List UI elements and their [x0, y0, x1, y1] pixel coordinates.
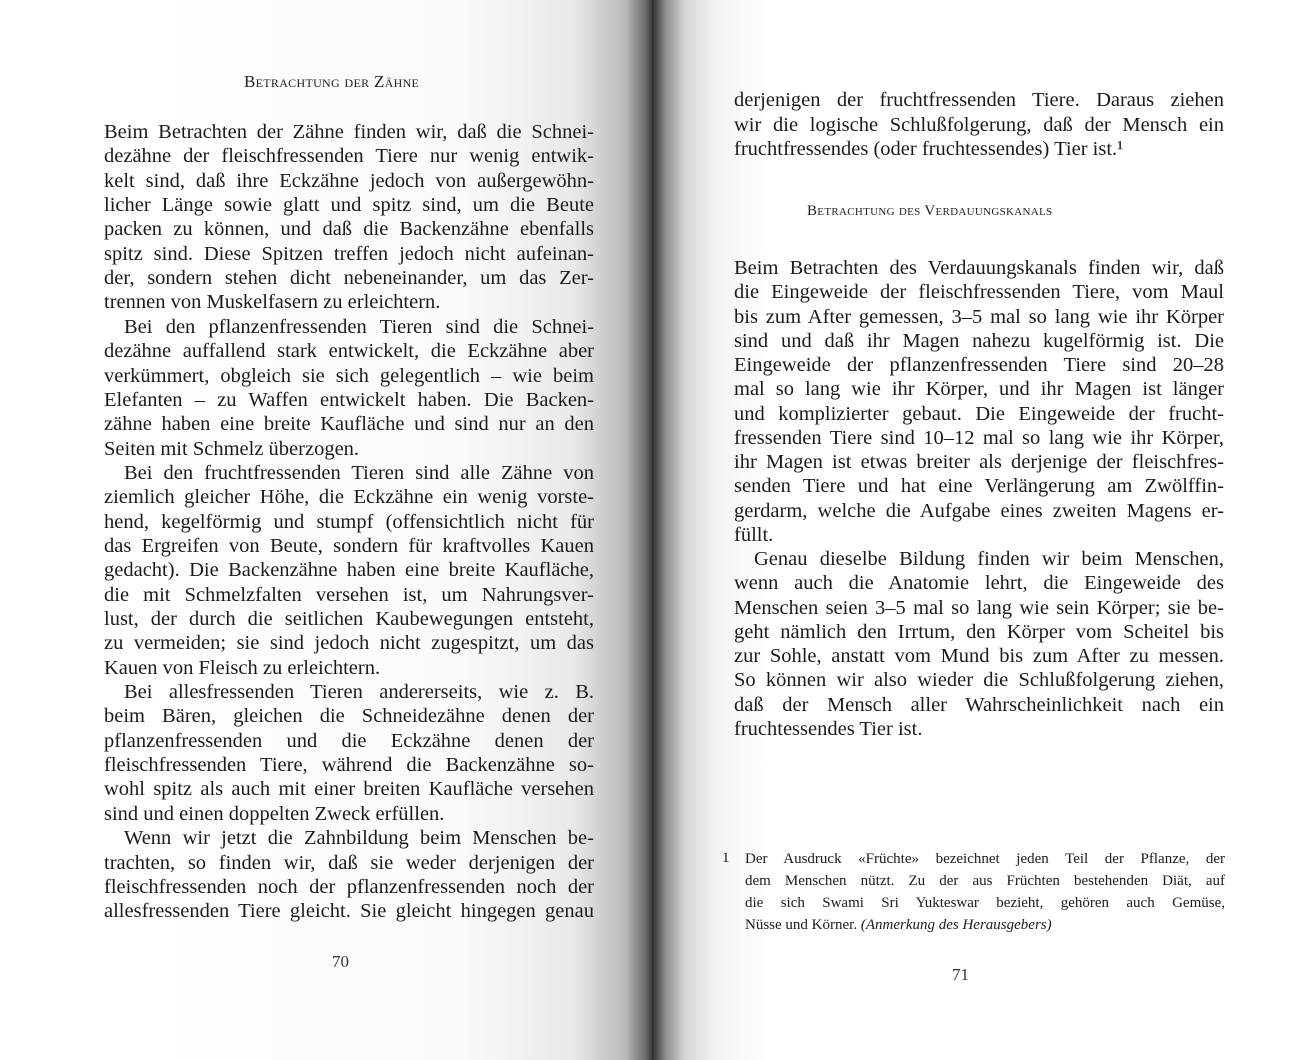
text-line: Genau dieselbe Bildung finden wir beim Menschen,: [754, 548, 1224, 570]
text-line: Seiten mit Schmelz überzogen.: [104, 437, 360, 460]
text-line: wenn auch die Anatomie lehrt, die Eingeweide des: [734, 572, 1224, 595]
text-line: das Ergreifen von Beute, sondern für kraftvolles Kauen: [104, 534, 594, 557]
text-line: bis zum After gemessen, 3–5 mal so lang wie ihr Körper: [734, 305, 1224, 328]
text-line: allesfressenden Tiere gleicht. Sie gleicht hingegen genau: [104, 900, 594, 923]
text-line: ziemlich gleicher Höhe, die Eckzähne ein wenig vorste-: [104, 486, 594, 509]
text-line: licher Länge sowie glatt und spitz sind, um die Beute: [104, 194, 594, 217]
text-line: sind und einen doppelten Zweck erfüllen.: [104, 802, 445, 825]
text-line: zähne haben eine breite Kaufläche und sind nur an den: [104, 413, 594, 436]
text-line: Eingeweide der pflanzenfressenden Tiere sind 20–28: [734, 354, 1224, 376]
footnote-line: Der Ausdruck «Früchte» bezeichnet jeden Teil der Pflanze, der: [745, 851, 1225, 867]
text-line: die Eingeweide der fleischfressenden Tiere, vom Maul: [734, 281, 1224, 304]
page-number-left: 70: [332, 952, 349, 971]
footnote-line: dem Menschen nützt. Zu der aus Früchten bestehenden Diät, auf: [745, 873, 1225, 889]
text-line: zu vermeiden; sie sind jedoch nicht zugespitzt, um das: [104, 632, 594, 655]
text-line: packen zu können, und daß die Backenzähne ebenfalls: [104, 218, 594, 241]
text-line: gerdarm, welche die Aufgabe eines zweiten Magens er-: [734, 499, 1224, 522]
text-line: spitz sind. Diese Spitzen treffen jedoch nicht aufeinan-: [104, 242, 594, 265]
text-line: Beim Betrachten des Verdauungskanals finden wir, daß: [734, 257, 1224, 279]
text-line: So können wir also wieder die Schlußfolgerung ziehen,: [734, 669, 1224, 692]
footnote-last-text: Nüsse und Körner.: [745, 917, 858, 933]
text-line: wir die logische Schlußfolgerung, daß der Mensch ein: [734, 113, 1224, 136]
footnote-number: 1: [722, 850, 730, 866]
text-line: Kauen von Fleisch zu erleichtern.: [104, 656, 381, 679]
text-line: Bei den fruchtfressenden Tieren sind alle Zähne von: [124, 461, 594, 484]
text-line: trachten, so finden wir, daß sie weder derjenigen der: [104, 851, 594, 874]
text-line: fleischfressenden Tiere, während die Backenzähne so-: [104, 754, 594, 777]
text-line: die mit Schmelzfalten versehen ist, um Nahrungsver-: [104, 583, 594, 606]
section-heading-teeth: Betrachtung der Zähne: [244, 72, 420, 91]
text-line: Menschen seien 3–5 mal so lang wie sein Körper; sie be-: [734, 596, 1224, 619]
text-line: mal so lang wie ihr Körper, und ihr Magen ist länger: [734, 378, 1224, 401]
text-line: kelt sind, daß ihre Eckzähne jedoch von außergewöhn-: [104, 169, 594, 192]
text-line: ihr Magen ist etwas breiter als derjenige der fleischfres-: [734, 451, 1224, 473]
page-number-right: 71: [952, 965, 969, 984]
text-line: Wenn wir jetzt die Zahnbildung beim Menschen be-: [124, 827, 594, 850]
text-line: Elefanten – zu Waffen entwickelt haben. Die Backen-: [104, 388, 594, 411]
text-line: beim Bären, gleichen die Schneidezähne denen der: [104, 705, 594, 728]
text-line: daß der Mensch aller Wahrscheinlichkeit nach ein: [734, 693, 1224, 716]
text-line: dezähne auffallend stark entwickelt, die Eckzähne aber: [104, 340, 594, 363]
text-line: Bei den pflanzenfressenden Tieren sind die Schnei-: [124, 315, 594, 338]
text-line: und komplizierter gebaut. Die Eingeweide der frucht-: [734, 402, 1224, 425]
text-line: geht nämlich den Irrtum, den Körper vom Scheitel bis: [734, 620, 1224, 643]
text-line: wohl spitz als auch mit einer breiten Kaufläche versehen: [104, 778, 594, 801]
editor-note: (Anmerkung des Herausgebers): [860, 917, 1052, 933]
text-line: derjenigen der fruchtfressenden Tiere. Daraus ziehen: [734, 89, 1224, 111]
text-line: sind und daß ihr Magen nahezu kugelförmig ist. Die: [734, 329, 1224, 352]
text-line: fressenden Tiere sind 10–12 mal so lang wie ihr Körper,: [734, 426, 1224, 449]
text-line: zur Sohle, anstatt vom Mund bis zum After zu messen.: [734, 645, 1224, 667]
text-line: trennen von Muskelfasern zu erleichtern.: [104, 291, 441, 314]
text-line: gedacht). Die Backenzähne haben eine breite Kaufläche,: [104, 559, 594, 582]
text-line: lust, der durch die seitlichen Kaubewegungen entsteht,: [104, 608, 594, 630]
text-line: Beim Betrachten der Zähne finden wir, daß die Schnei-: [104, 121, 594, 143]
text-line: pflanzenfressenden und die Eckzähne denen der: [104, 729, 594, 752]
text-line: Bei allesfressenden Tieren andererseits, wie z. B.: [124, 681, 594, 704]
section-heading-digestive-tract: Betrachtung des Verdauungskanals: [807, 203, 1053, 219]
text-line: fleischfressenden noch der pflanzenfressenden noch der: [104, 875, 594, 898]
footnote-last-line: [745, 914, 1052, 936]
text-line: senden Tiere und hat eine Verlängerung am Zwölffin-: [734, 475, 1224, 498]
text-line: fruchtessendes Tier ist.: [734, 717, 923, 740]
text-line: hend, kegelförmig und stumpf (offensichtlich nicht für: [104, 510, 594, 533]
right-page: [652, 0, 1304, 1060]
text-line: verkümmert, obgleich sie sich gelegentlich – wie beim: [104, 364, 594, 387]
text-line: der, sondern stehen dicht nebeneinander, um das Zer-: [104, 267, 594, 290]
text-line: fruchtfressendes (oder fruchtessendes) Tier ist.¹: [734, 138, 1124, 160]
footnote-line: die sich Swami Sri Yukteswar bezieht, gehören auch Gemüse,: [745, 895, 1225, 911]
text-line: füllt.: [734, 523, 774, 546]
text-line: dezähne der fleischfressenden Tiere nur wenig entwik-: [104, 145, 594, 168]
